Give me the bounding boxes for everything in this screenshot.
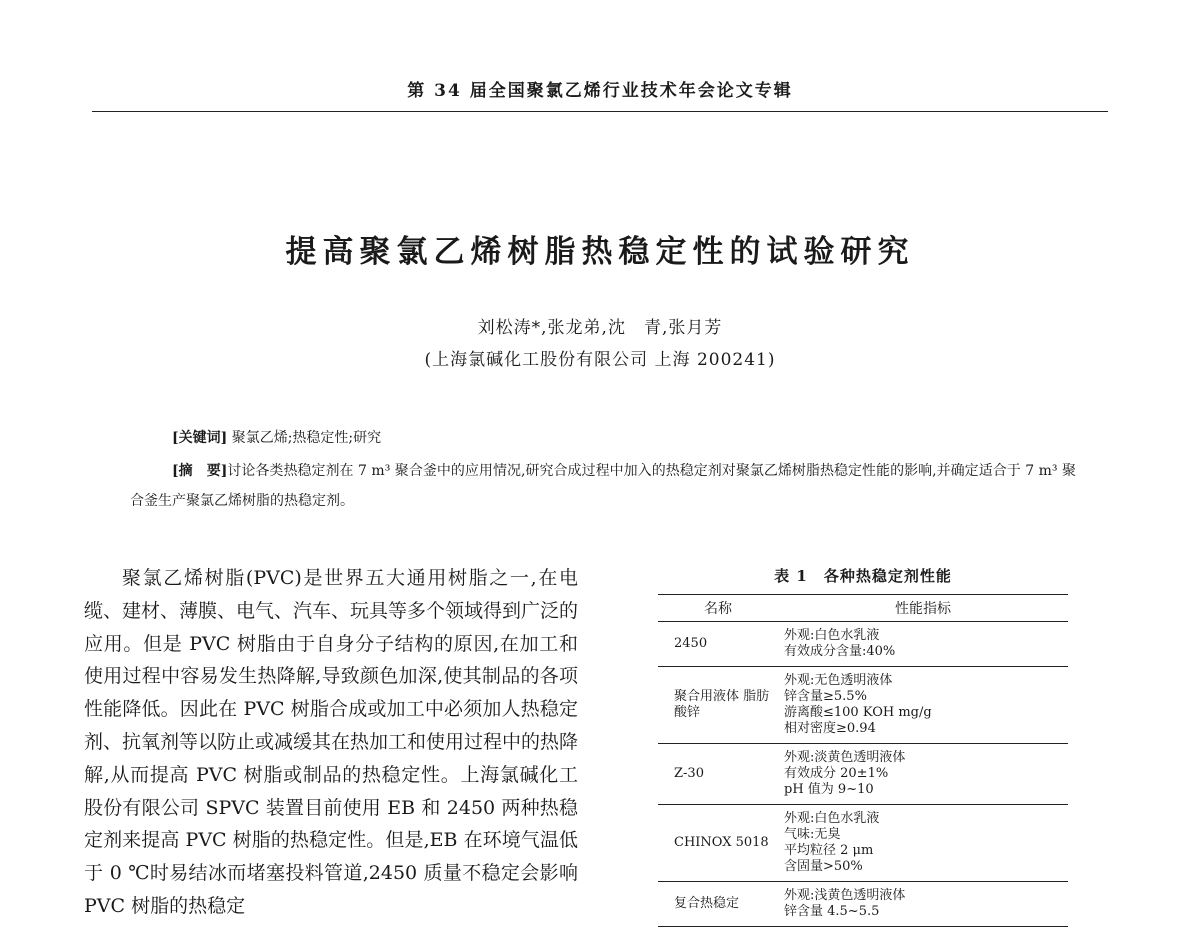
row-name: CHINOX 5018 [658,805,778,882]
abstract-label: [摘 要] [172,463,228,479]
spec-line: 外观:白色水乳液 [784,811,880,826]
author-list: 刘松涛*,张龙弟,沈 青,张月芳 [477,318,723,338]
row-specs [778,805,1068,882]
row-specs [778,744,1068,805]
row-name: 聚合用液体 脂肪酸锌 [658,667,778,744]
spec-line: 含固量>50% [784,859,863,874]
row-name: 2450 [658,622,778,667]
spec-line: 锌含量 4.5~5.5 [784,904,880,919]
spec-line: 外观:无色透明液体 [784,673,893,688]
header-rule [92,111,1108,112]
spec-line: 有效成分 20±1% [784,766,889,781]
spec-line: 气味:无臭 [784,827,841,842]
header-name: 名称 [658,595,778,622]
keywords-label: [关键词] [172,430,228,446]
abstract-text: 讨论各类热稳定剂在 7 m³ 聚合釜中的应用情况,研究合成过程中加入的热稳定剂对聚氯乙烯树脂热稳定性能的影响,并确定适合于 7 m³ 聚合釜生产聚氯乙烯树脂的热稳定剂。 [130,463,1076,509]
table-row [658,667,1068,744]
spec-line: 游离酸≤100 KOH mg/g [784,705,932,720]
affiliation: (上海氯碱化工股份有限公司 上海 200241) [424,350,776,370]
spec-line: 相对密度≥0.94 [784,721,876,736]
spec-line: 平均粒径 2 μm [784,843,874,858]
spec-line: 锌含量≥5.5% [784,689,867,704]
body-paragraph: 聚氯乙烯树脂(PVC)是世界五大通用树脂之一,在电缆、建材、薄膜、电气、汽车、玩具等多个领域得到广泛的应用。但是 PVC 树脂由于自身分子结构的原因,在加工和使用过程中容易发生热降解,导致颜色加深,使其制品的各项性能降低。因此在 PVC 树脂合成或加工中必须加人热稳定剂、抗氧剂等以防止或减缓其在热加工和使用过程中的热降解,从而提高 PVC 树脂或制品的热稳定性。上海氯碱化工股份有限公司 SPVC 装置目前使用 EB 和 2450 两种热稳定剂来提高 PVC 树脂的热稳定性。但是,EB 在环境气温低于 0 ℃时易结冰而堵塞投料管道,2450 质量不稳定会影响 PVC 树脂的热稳定 [84,567,578,917]
row-name: Z-30 [658,744,778,805]
stabilizer-table-container [658,594,1068,952]
spec-line: 外观:浅黄色透明液体 [784,888,906,903]
table-header-row [658,595,1068,622]
running-header: 第 34 届全国聚氯乙烯行业技术年会论文专辑 [407,81,793,101]
table-row [658,805,1068,882]
table-caption: 表 1 各种热稳定剂性能 [774,567,952,585]
abstract-paragraph [130,456,1076,516]
spec-line: 有效成分含量:40% [784,644,896,659]
article-title: 提高聚氯乙烯树脂热稳定性的试验研究 [285,234,915,270]
row-specs [778,667,1068,744]
row-specs [778,882,1068,927]
spec-line: 外观:淡黄色透明液体 [784,750,906,765]
spec-line: 外观:白色水乳液 [784,628,880,643]
table-row [658,744,1068,805]
row-name: 复合热稳定 [658,882,778,927]
table-row [658,882,1068,927]
stabilizer-table [658,594,1068,927]
keywords-line [172,427,381,447]
header-spec: 性能指标 [778,595,1068,622]
keywords-text: 聚氯乙烯;热稳定性;研究 [231,430,382,446]
table-row [658,622,1068,667]
row-specs [778,622,1068,667]
spec-line: pH 值为 9~10 [784,782,874,797]
